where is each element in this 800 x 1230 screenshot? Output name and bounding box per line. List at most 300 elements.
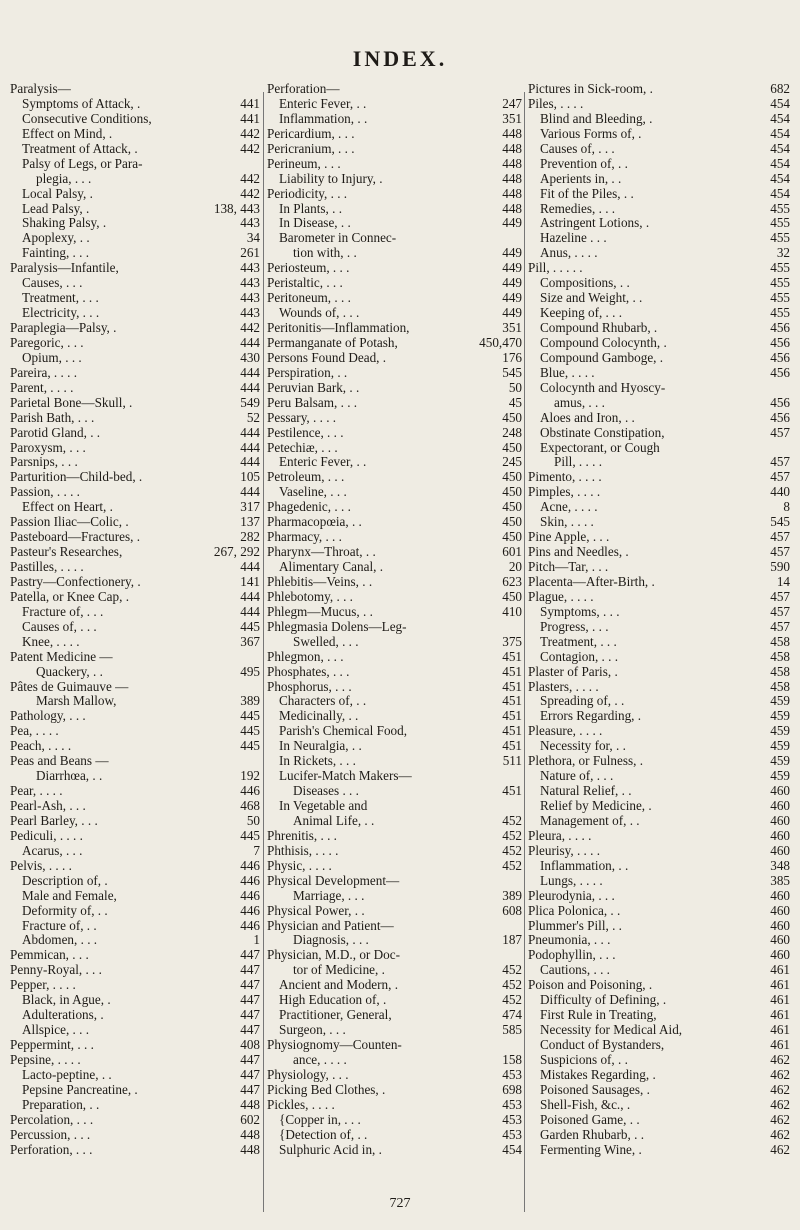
index-entry-text: Petroleum, . . . — [267, 470, 345, 485]
index-entry-page: 698 — [502, 1081, 522, 1097]
index-entry — [10, 157, 260, 172]
index-entry-text: Physical Development— — [267, 873, 400, 888]
index-entry — [10, 784, 260, 799]
index-entry-text: Parotid Gland, . . — [10, 425, 101, 440]
index-entry-page: 389 — [240, 693, 260, 709]
index-entry-page: 261 — [240, 245, 260, 261]
index-entry-page: 444 — [240, 334, 260, 350]
index-entry — [10, 889, 260, 904]
index-entry — [528, 351, 790, 366]
index-entry-text: Barometer in Connec- — [279, 231, 397, 246]
index-entry-page: 430 — [240, 349, 260, 365]
index-entry-text: Wounds of, . . . — [279, 306, 360, 321]
index-entry-text: Parish's Chemical Food, — [279, 724, 408, 739]
index-entry — [267, 963, 522, 978]
index-entry-page: 460 — [770, 842, 790, 858]
index-entry-text: Deformity of, . . — [22, 903, 108, 918]
index-entry-text: Various Forms of, . — [540, 126, 642, 141]
index-entry — [10, 1053, 260, 1068]
index-entry — [10, 82, 260, 97]
index-entry-page: 32 — [776, 245, 790, 261]
page-title: INDEX. — [352, 46, 448, 71]
index-entry — [267, 739, 522, 754]
index-entry-page: 447 — [240, 947, 260, 963]
index-entry-text: Physical Power, . . — [267, 903, 365, 918]
index-entry-page: 445 — [240, 827, 260, 843]
index-entry-page: 590 — [770, 559, 790, 574]
index-entry-page: 441 — [240, 110, 260, 126]
index-entry — [528, 261, 790, 276]
index-entry-page: 444 — [240, 603, 260, 619]
index-entry — [267, 246, 522, 261]
index-entry-text: Colocynth and Hyoscy- — [540, 380, 666, 395]
index-entry — [267, 799, 522, 814]
index-entry — [528, 515, 790, 530]
index-entry-page: 449 — [502, 290, 522, 306]
index-entry-text: Plaster of Paris, . — [528, 664, 618, 679]
index-entry-text: Effect on Heart, . — [22, 500, 113, 515]
index-entry — [267, 1068, 522, 1083]
index-entry-page: 459 — [770, 753, 790, 769]
index-entry — [267, 694, 522, 709]
index-entry-text: Paregoric, . . . — [10, 335, 84, 350]
index-entry-text: Phagedenic, . . . — [267, 500, 351, 515]
index-entry-text: Fermenting Wine, . — [540, 1142, 642, 1157]
index-entry-page: 448 — [502, 140, 522, 156]
index-column-1 — [10, 82, 260, 1158]
index-entry-text: Podophyllin, . . . — [528, 948, 616, 963]
index-entry — [528, 306, 790, 321]
index-entry-text: Persons Found Dead, . — [267, 350, 387, 365]
index-entry-page: 457 — [770, 424, 790, 440]
index-entry-text: Plethora, or Fulness, . — [528, 754, 644, 769]
index-entry-text: Pasteur's Researches, — [10, 545, 123, 560]
index-entry-page: 448 — [502, 125, 522, 141]
index-entry — [267, 500, 522, 515]
index-entry — [10, 874, 260, 889]
index-entry-page: 623 — [502, 573, 522, 589]
index-entry — [528, 202, 790, 217]
index-entry-text: Periosteum, . . . — [267, 261, 350, 276]
index-entry-page: 348 — [770, 857, 790, 873]
index-entry-text: Inflammation, . . — [540, 858, 629, 873]
index-entry-page: 458 — [770, 633, 790, 649]
index-entry-text: Fracture of, . . — [22, 918, 97, 933]
index-entry — [10, 754, 260, 769]
index-entry-page: 447 — [240, 1081, 260, 1097]
index-entry-page: 187 — [502, 932, 522, 948]
index-entry-page: 14 — [776, 573, 790, 589]
index-entry-text: Treatment of Attack, . — [22, 141, 138, 156]
index-entry — [10, 680, 260, 695]
index-entry — [528, 590, 790, 605]
index-entry — [267, 889, 522, 904]
index-entry-page: 460 — [770, 902, 790, 918]
index-entry — [528, 919, 790, 934]
index-entry-page: 20 — [508, 559, 522, 574]
index-entry — [267, 142, 522, 157]
index-entry-text: Conduct of Bystanders, — [540, 1038, 665, 1052]
index-entry-text: {Detection of, . . — [279, 1127, 368, 1142]
index-entry — [10, 1143, 260, 1158]
index-entry — [10, 351, 260, 366]
index-entry-text: Blind and Bleeding, . — [540, 111, 653, 126]
index-entry-page: 445 — [240, 738, 260, 754]
index-entry — [267, 1023, 522, 1038]
index-entry-page: 444 — [240, 588, 260, 604]
index-entry-page: 449 — [502, 215, 522, 231]
index-entry-text: Physician, M.D., or Doc- — [267, 948, 400, 963]
index-entry-page: 442 — [240, 320, 260, 335]
index-entry-text: Pins and Needles, . — [528, 545, 629, 560]
index-entry — [10, 709, 260, 724]
index-entry — [528, 157, 790, 172]
index-entry — [10, 605, 260, 620]
index-entry — [267, 426, 522, 441]
column-divider — [263, 92, 264, 1212]
index-entry — [10, 859, 260, 874]
index-entry — [267, 172, 522, 187]
index-entry-text: Blue, . . . . — [540, 365, 595, 380]
index-entry-page: 448 — [502, 185, 522, 201]
index-entry — [267, 291, 522, 306]
index-entry-page: 456 — [770, 394, 790, 410]
index-entry-text: Acarus, . . . — [22, 843, 83, 858]
index-entry-text: Compositions, . . — [540, 276, 630, 291]
index-entry-page: 447 — [240, 1007, 260, 1023]
index-entry-page: 448 — [240, 1126, 260, 1142]
index-entry-text: Skin, . . . . — [540, 515, 594, 530]
index-entry-text: Pharmacopœia, . . — [267, 515, 362, 530]
index-entry-text: Compound Gamboge, . — [540, 350, 664, 365]
index-entry-text: High Education of, . — [279, 993, 387, 1008]
index-entry-page: 453 — [502, 1126, 522, 1142]
index-entry — [10, 112, 260, 127]
index-entry — [528, 500, 790, 515]
index-entry-page: 446 — [240, 917, 260, 933]
index-entry — [528, 381, 790, 396]
index-entry-text: Peristaltic, . . . — [267, 276, 343, 291]
index-entry — [10, 739, 260, 754]
index-entry — [10, 1098, 260, 1113]
index-entry-page: 442 — [240, 185, 260, 201]
index-entry-text: In Plants, . . — [279, 201, 343, 216]
index-entry — [267, 530, 522, 545]
index-entry-text: Pleura, . . . . — [528, 828, 592, 843]
index-entry — [10, 620, 260, 635]
index-entry-page: 452 — [502, 962, 522, 978]
index-entry-page: 549 — [240, 394, 260, 410]
index-entry — [267, 620, 522, 635]
index-entry — [528, 276, 790, 291]
index-entry-page: 447 — [240, 977, 260, 993]
index-entry-page: 460 — [770, 783, 790, 799]
index-entry-text: Parietal Bone—Skull, . — [10, 395, 133, 410]
index-entry-text: Pictures in Sick-room, . — [528, 82, 653, 96]
index-entry-page: 462 — [770, 1051, 790, 1067]
index-entry-text: Placenta—After-Birth, . — [528, 574, 655, 589]
index-entry-text: Swelled, . . . — [293, 634, 359, 649]
index-entry-text: Symptoms, . . . — [540, 604, 620, 619]
index-entry-text: Allspice, . . . — [22, 1023, 90, 1038]
index-entry-text: Characters of, . . — [279, 694, 367, 709]
index-entry — [10, 665, 260, 680]
index-entry — [10, 829, 260, 844]
index-entry-text: Treatment, . . . — [22, 291, 99, 306]
index-entry-page: 462 — [770, 1066, 790, 1082]
index-entry-page: 105 — [240, 469, 260, 485]
index-entry-text: Plasters, . . . . — [528, 679, 599, 694]
index-entry-text: In Vegetable and — [279, 799, 368, 813]
index-entry-text: Pickles, . . . . — [267, 1097, 335, 1112]
index-entry-text: ance, . . . . — [293, 1052, 347, 1067]
index-entry-page: 455 — [770, 215, 790, 231]
index-entry — [267, 665, 522, 680]
index-entry-page: 447 — [240, 1022, 260, 1038]
index-entry — [528, 575, 790, 590]
index-entry-text: Penny-Royal, . . . — [10, 963, 102, 978]
index-entry — [528, 187, 790, 202]
index-entry-text: Quackery, . . — [36, 664, 103, 679]
index-entry — [528, 396, 790, 411]
index-entry-text: Passion, . . . . — [10, 485, 80, 500]
index-entry-text: Pareira, . . . . — [10, 365, 78, 380]
index-entry-text: Pepper, . . . . — [10, 978, 76, 993]
index-entry-text: Physiology, . . . — [267, 1067, 349, 1082]
index-entry-text: Cautions, . . . — [540, 963, 610, 978]
index-entry-text: Petechiæ, . . . — [267, 440, 338, 455]
index-entry-page: 446 — [240, 902, 260, 918]
index-entry-text: Paraplegia—Palsy, . — [10, 321, 117, 335]
index-entry-page: 158 — [502, 1051, 522, 1067]
index-entry-text: Apoplexy, . . — [22, 231, 90, 246]
index-entry-text: Parent, . . . . — [10, 380, 74, 395]
index-entry — [10, 545, 260, 560]
index-entry — [267, 904, 522, 919]
index-entry-page: 459 — [770, 738, 790, 754]
index-entry-page: 601 — [502, 544, 522, 560]
index-entry-page: 7 — [253, 842, 260, 858]
index-entry-text: Pill, . . . . — [554, 455, 602, 470]
index-entry-page: 455 — [770, 200, 790, 216]
index-entry-text: Pitch—Tar, . . . — [528, 560, 609, 574]
index-entry — [267, 485, 522, 500]
index-entry-text: Peruvian Bark, . . — [267, 380, 360, 395]
index-entry — [267, 784, 522, 799]
index-entry-page: 408 — [240, 1037, 260, 1052]
index-entry-text: Pine Apple, . . . — [528, 530, 610, 545]
index-entry — [267, 560, 522, 575]
index-entry-page: 445 — [240, 618, 260, 634]
index-entry-text: Pearl-Ash, . . . — [10, 799, 86, 813]
index-entry — [528, 246, 790, 261]
index-entry-page: 443 — [240, 260, 260, 276]
index-entry-text: Peas and Beans — — [10, 754, 109, 769]
index-entry — [528, 1143, 790, 1158]
index-entry — [267, 187, 522, 202]
index-entry-text: Perforation— — [267, 82, 340, 96]
index-entry-page: 137 — [240, 514, 260, 530]
index-entry-text: Preparation, . . — [22, 1097, 100, 1112]
index-entry-text: Pearl Barley, . . . — [10, 813, 98, 828]
index-entry — [267, 1038, 522, 1053]
index-entry — [528, 560, 790, 575]
index-entry — [10, 441, 260, 456]
index-entry-text: In Disease, . . — [279, 216, 351, 231]
index-entry-page: 462 — [770, 1081, 790, 1097]
index-entry — [10, 336, 260, 351]
index-entry-page: 245 — [502, 454, 522, 470]
index-entry-page: 450 — [502, 588, 522, 604]
index-entry-page: 449 — [502, 305, 522, 321]
index-entry-text: First Rule in Treating, — [540, 1008, 657, 1023]
index-entry-page: 458 — [770, 678, 790, 694]
index-entry — [10, 769, 260, 784]
index-entry-text: Suspicions of, . . — [540, 1052, 628, 1067]
index-entry-page: 450 — [502, 499, 522, 515]
index-entry-text: Physiognomy—Counten- — [267, 1038, 402, 1052]
index-entry-text: Symptoms of Attack, . — [22, 96, 141, 111]
index-entry-text: Piles, . . . . — [528, 96, 584, 111]
index-entry-text: Patent Medicine — — [10, 649, 113, 664]
index-entry-page: 449 — [502, 275, 522, 291]
index-entry — [267, 515, 522, 530]
index-entry-page: 452 — [502, 827, 522, 843]
index-entry-page: 454 — [502, 1141, 522, 1157]
index-entry — [528, 978, 790, 993]
index-entry-text: Pathology, . . . — [10, 709, 86, 724]
index-entry-text: Pericranium, . . . — [267, 141, 355, 156]
index-entry-text: Patella, or Knee Cap, . — [10, 589, 130, 604]
index-entry — [267, 635, 522, 650]
index-entry-text: Consecutive Conditions, — [22, 111, 152, 126]
index-entry — [10, 635, 260, 650]
index-entry-text: Palsy of Legs, or Para- — [22, 156, 143, 171]
index-entry-page: 460 — [770, 917, 790, 933]
index-entry-page: 454 — [770, 185, 790, 201]
index-entry — [267, 919, 522, 934]
index-entry-text: Pediculi, . . . . — [10, 828, 83, 843]
index-entry-page: 247 — [502, 95, 522, 111]
index-entry — [10, 724, 260, 739]
index-entry-page: 461 — [770, 977, 790, 993]
index-entry-text: Shaking Palsy, . — [22, 216, 107, 231]
page-number: 727 — [389, 1196, 411, 1211]
index-entry — [10, 142, 260, 157]
index-entry — [10, 306, 260, 321]
index-entry-page: 451 — [502, 708, 522, 724]
index-entry-page: 441 — [240, 95, 260, 111]
index-entry-text: Treatment, . . . — [540, 634, 617, 649]
index-entry — [528, 530, 790, 545]
index-entry-page: 450 — [502, 439, 522, 455]
index-entry-text: Progress, . . . — [540, 619, 609, 634]
index-entry — [10, 963, 260, 978]
index-entry-text: Phosphates, . . . — [267, 664, 350, 679]
index-entry-page: 267, 292 — [213, 544, 260, 560]
index-entry-page: 443 — [240, 305, 260, 321]
index-entry-page: 351 — [502, 110, 522, 126]
index-entry-text: Plummer's Pill, . . — [528, 918, 622, 933]
index-entry-text: Anus, . . . . — [540, 246, 598, 261]
index-entry — [267, 590, 522, 605]
index-entry-text: Garden Rhubarb, . . — [540, 1127, 645, 1142]
index-entry — [10, 1038, 260, 1053]
index-entry-page: 141 — [240, 573, 260, 589]
index-entry-page: 451 — [502, 648, 522, 664]
index-entry-page: 460 — [770, 947, 790, 963]
index-entry — [267, 470, 522, 485]
index-entry — [528, 1038, 790, 1053]
index-entry-page: 455 — [770, 260, 790, 276]
index-entry-page: 457 — [770, 603, 790, 619]
index-entry-text: Keeping of, . . . — [540, 306, 623, 321]
index-entry — [528, 231, 790, 246]
index-entry-page: 351 — [502, 320, 522, 335]
index-entry — [267, 351, 522, 366]
index-entry-page: 451 — [502, 723, 522, 739]
index-entry — [10, 1128, 260, 1143]
index-entry-text: Percolation, . . . — [10, 1112, 94, 1127]
index-entry-page: 447 — [240, 992, 260, 1008]
index-entry — [267, 859, 522, 874]
index-entry-page: 456 — [770, 320, 790, 335]
index-entry-page: 444 — [240, 559, 260, 574]
index-entry-page: 192 — [240, 768, 260, 784]
index-entry-text: Plica Polonica, . . — [528, 903, 621, 918]
index-entry-text: In Rickets, . . . — [279, 754, 356, 769]
index-entry-page: 682 — [770, 81, 790, 96]
index-entry — [10, 814, 260, 829]
index-entry — [267, 202, 522, 217]
index-entry — [528, 142, 790, 157]
index-entry-page: 443 — [240, 290, 260, 306]
index-entry-page: 444 — [240, 484, 260, 500]
index-entry-page: 445 — [240, 708, 260, 724]
index-entry-page: 461 — [770, 1022, 790, 1038]
index-entry-text: Prevention of, . . — [540, 156, 628, 171]
index-entry — [267, 680, 522, 695]
index-entry-page: 444 — [240, 439, 260, 455]
index-entry — [10, 321, 260, 336]
index-entry-text: Pastilles, . . . . — [10, 560, 84, 574]
index-entry — [267, 321, 522, 336]
index-entry-page: 451 — [502, 783, 522, 799]
index-entry-text: Peppermint, . . . — [10, 1038, 94, 1052]
index-entry — [10, 1023, 260, 1038]
index-entry — [10, 187, 260, 202]
index-entry-text: Pear, . . . . — [10, 784, 63, 799]
index-column-3 — [528, 82, 790, 1158]
index-entry — [528, 127, 790, 142]
index-entry-text: Fainting, . . . — [22, 246, 90, 261]
index-entry-text: Pleurodynia, . . . — [528, 888, 615, 903]
index-entry — [528, 724, 790, 739]
index-entry-text: Errors Regarding, . — [540, 709, 642, 724]
index-entry-text: Animal Life, . . — [293, 813, 375, 828]
index-entry — [528, 216, 790, 231]
index-entry — [267, 336, 522, 351]
index-entry — [10, 500, 260, 515]
index-entry-page: 461 — [770, 962, 790, 978]
index-entry-text: Lungs, . . . . — [540, 873, 603, 888]
index-entry — [267, 575, 522, 590]
index-entry-page: 448 — [502, 200, 522, 216]
index-entry-page: 585 — [502, 1022, 522, 1038]
index-entry-page: 454 — [770, 95, 790, 111]
index-entry — [528, 1068, 790, 1083]
index-entry-page: 450 — [502, 469, 522, 485]
